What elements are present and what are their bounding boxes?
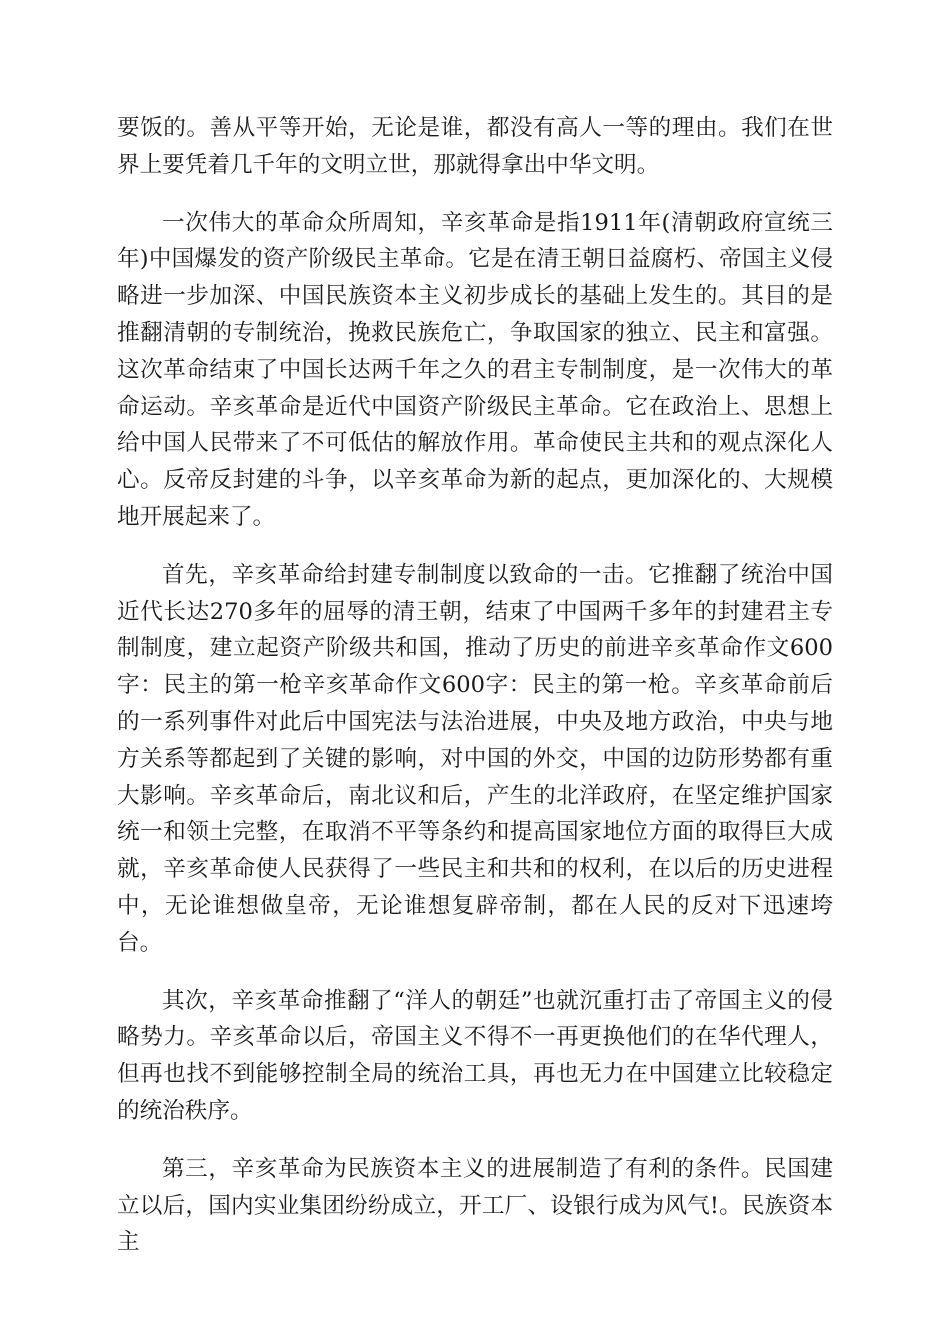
document-body	[117, 110, 833, 1261]
paragraph-continued: 要饭的。善从平等开始，无论是谁，都没有高人一等的理由。我们在世界上要凭着几千年的文明立世，那就得拿出中华文明。	[117, 115, 833, 178]
paragraph-second-point: 其次，辛亥革命推翻了“洋人的朝廷”也就沉重打击了帝国主义的侵略势力。辛亥革命以后，帝国主义不得不一再更换他们的在华代理人，但再也找不到能够控制全局的统治工具，再也无力在中国建立比较稳定的统治秩序。	[117, 987, 833, 1124]
paragraph-revolution-overview: 一次伟大的革命众所周知，辛亥革命是指1911年(清朝政府宣统三年)中国爆发的资产阶级民主革命。它是在清王朝日益腐朽、帝国主义侵略进一步加深、中国民族资本主义初步成长的基础上发生的。其目的是推翻清朝的专制统治，挽救民族危亡，争取国家的独立、民主和富强。这次革命结束了中国长达两千年之久的君主专制制度，是一次伟大的革命运动。辛亥革命是近代中国资产阶级民主革命。它在政治上、思想上给中国人民带来了不可低估的解放作用。革命使民主共和的观点深化人心。反帝反封建的斗争，以辛亥革命为新的起点，更加深化的、大规模地开展起来了。	[117, 209, 833, 530]
paragraph-first-point: 首先，辛亥革命给封建专制制度以致命的一击。它推翻了统治中国近代长达270多年的屈辱的清王朝，结束了中国两千多年的封建君主专制制度，建立起资产阶级共和国，推动了历史的前进辛亥革命作文600字：民主的第一枪辛亥革命作文600字：民主的第一枪。辛亥革命前后的一系列事件对此后中国宪法与法治进展，中央及地方政治，中央与地方关系等都起到了关键的影响，对中国的外交，中国的边防形势都有重大影响。辛亥革命后，南北议和后，产生的北洋政府，在坚定维护国家统一和领土完整，在取消不平等条约和提高国家地位方面的取得巨大成就，辛亥革命使人民获得了一些民主和共和的权利，在以后的历史进程中，无论谁想做皇帝，无论谁想复辟帝制，都在人民的反对下迅速垮台。	[117, 561, 833, 956]
paragraph-third-point: 第三，辛亥革命为民族资本主义的进展制造了有利的条件。民国建立以后，国内实业集团纷纷成立，开工厂、设银行成为风气!。民族资本主	[117, 1155, 833, 1256]
